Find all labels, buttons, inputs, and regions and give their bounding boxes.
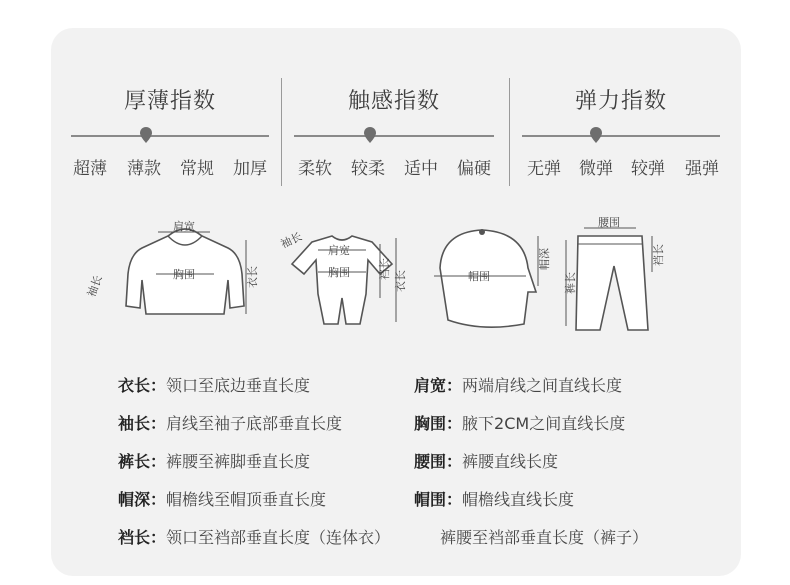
romper-shoulder-label: 肩宽 xyxy=(328,244,350,257)
definition-pants: 裤长：裤腰至裤脚垂直长度 xyxy=(118,452,311,471)
jacket-chest-label: 胸围 xyxy=(173,268,195,281)
touch-marker-icon xyxy=(364,127,376,143)
thickness-level: 薄款 xyxy=(127,159,161,179)
elasticity-level: 较弹 xyxy=(631,159,665,179)
divider xyxy=(281,78,282,186)
hat-circumference-label: 帽围 xyxy=(468,270,490,283)
pants-length-label: 裤长 xyxy=(564,272,577,294)
definition-length: 衣长：领口至底边垂直长度 xyxy=(118,376,311,395)
pants-crotch-label: 裆长 xyxy=(652,244,665,266)
touch-level: 较柔 xyxy=(351,159,385,179)
pants-diagram-icon xyxy=(558,214,668,334)
touch-level: 偏硬 xyxy=(457,159,491,179)
romper-diagram-icon xyxy=(272,214,412,334)
definition-depth: 帽深：帽檐线至帽顶垂直长度 xyxy=(118,490,327,509)
hat-diagram-icon xyxy=(424,214,554,334)
definition-crotch: 裆长：领口至裆部垂直长度（连体衣） xyxy=(118,528,391,547)
touch-level: 适中 xyxy=(404,159,438,179)
elasticity-level: 无弹 xyxy=(527,159,561,179)
jacket-length-label: 衣长 xyxy=(246,266,259,288)
elasticity-marker-icon xyxy=(590,127,602,143)
romper-chest-label: 胸围 xyxy=(328,266,350,279)
thickness-marker-icon xyxy=(140,127,152,143)
jacket-diagram-icon xyxy=(85,214,260,334)
elasticity-index-title: 弹力指数 xyxy=(574,89,667,114)
touch-index-title: 触感指数 xyxy=(347,89,440,114)
definition-sleeve: 袖长：肩线至袖子底部垂直长度 xyxy=(118,414,343,433)
romper-crotch-label: 裆长 xyxy=(378,258,391,280)
romper-length-label: 衣长 xyxy=(394,270,407,292)
touch-scale-line xyxy=(294,135,494,137)
elasticity-level: 强弹 xyxy=(685,159,719,179)
jacket-sleeve-label: 袖长 xyxy=(85,273,105,299)
definition-chest: 胸围：腋下2CM之间直线长度 xyxy=(414,414,626,433)
thickness-index-title: 厚薄指数 xyxy=(123,89,216,114)
hat-depth-label: 帽深 xyxy=(538,248,551,270)
thickness-level: 超薄 xyxy=(73,159,107,179)
elasticity-scale-line xyxy=(522,135,720,137)
definition-waist: 腰围：裤腰直线长度 xyxy=(414,452,559,471)
jacket-shoulder-label: 肩宽 xyxy=(173,220,195,233)
romper-sleeve-label: 袖长 xyxy=(278,229,305,251)
definition-shoulder: 肩宽：两端肩线之间直线长度 xyxy=(414,376,623,395)
touch-level: 柔软 xyxy=(298,159,332,179)
thickness-scale-line xyxy=(71,135,269,137)
elasticity-level: 微弹 xyxy=(579,159,613,179)
divider xyxy=(509,78,510,186)
thickness-level: 常规 xyxy=(180,159,214,179)
thickness-level: 加厚 xyxy=(233,159,267,179)
definition-crotch-pants: 裤腰至裆部垂直长度（裤子） xyxy=(440,528,649,547)
definition-hat: 帽围：帽檐线直线长度 xyxy=(414,490,575,509)
pants-waist-label: 腰围 xyxy=(598,216,620,229)
